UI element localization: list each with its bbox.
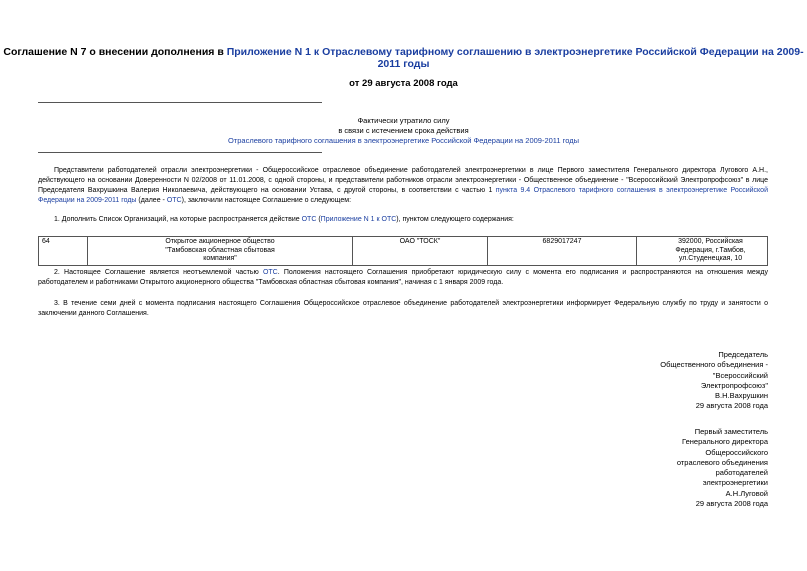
- para1-text2: (далее -: [136, 197, 167, 204]
- addr-line-1: 392000, Российская: [678, 238, 743, 245]
- org-line-2: "Тамбовская областная сбытовая: [165, 246, 275, 254]
- status-line-1: Фактически утратило силу: [357, 116, 450, 125]
- sig1-line: "Всероссийский: [712, 370, 768, 380]
- sig2-line: работодателей: [715, 468, 768, 478]
- paragraph-parties: [38, 166, 768, 206]
- title-prefix: Соглашение N 7 о внесении дополнения в: [3, 46, 227, 58]
- para1-link-ots[interactable]: ОТС: [166, 197, 182, 204]
- sig1-line: Общественного объединения -: [660, 360, 768, 370]
- org-line-3: компания": [203, 255, 237, 262]
- sig1-line: 29 августа 2008 года: [695, 401, 768, 411]
- para2-link-appendix[interactable]: Приложение N 1 к ОТС: [320, 216, 397, 223]
- para1-link-clause[interactable]: пункта 9.4 Отраслевого тарифного соглашения в электроэнергетике Российской Федерации на 2009-2011 годы: [38, 187, 768, 204]
- divider-top: [38, 102, 322, 103]
- cell-number: 64: [39, 237, 88, 266]
- addr-line-3: ул.Студенецкая, 10: [678, 255, 743, 262]
- sig1-line: Председатель: [718, 350, 768, 359]
- org-line-1: Открытое акционерное общество: [165, 238, 275, 245]
- cell-short-name: ОАО "ТОСК": [353, 237, 488, 266]
- sig2-line: А.Н.Луговой: [725, 488, 768, 498]
- cell-inn: 6829017247: [488, 237, 637, 266]
- para3-text1: 2. Настоящее Соглашение является неотъемлемой частью: [54, 269, 263, 276]
- document-title: [0, 46, 807, 70]
- para2-text3: ), пунктом следующего содержания:: [396, 216, 514, 223]
- para1-text3: ), заключили настоящее Соглашение о следующем:: [181, 197, 352, 204]
- status-line-3: [0, 136, 807, 145]
- sig2-line: Первый заместитель: [694, 427, 768, 436]
- sig2-line: 29 августа 2008 года: [695, 499, 768, 509]
- sig2-line: Общероссийского: [705, 447, 768, 457]
- divider-bottom: [38, 152, 322, 153]
- organizations-table: [38, 236, 768, 266]
- signature-block-1: [660, 350, 768, 412]
- sig1-line: В.Н.Вахрушкин: [715, 391, 768, 401]
- status-line-2: в связи с истечением срока действия: [338, 126, 469, 135]
- cell-address: [637, 237, 768, 266]
- para3-text2: . Положения настоящего Соглашения приобретают юридическую силу с момента его подписания и распространяются на отношения между работодателем и работниками Открытого акционерного общества "Тамбовская областная сбытовая компания", начиная с 1 января 2009 года.: [38, 269, 768, 286]
- sig2-line: отраслевого объединения: [676, 457, 768, 467]
- paragraph-item-3: 3. В течение семи дней с момента подписания настоящего Соглашения Общероссийское отраслевое объединение работодателей электроэнергетики информирует Федеральную службу по труду и занятости о заключении данного Соглашения.: [38, 300, 768, 317]
- status-link[interactable]: Отраслевого тарифного соглашения в электроэнергетике Российской Федерации на 2009-2011 годы: [227, 136, 580, 145]
- signature-block-2: [677, 427, 768, 509]
- para2-text2: (: [316, 216, 321, 223]
- sig2-line: Генерального директора: [682, 437, 768, 447]
- paragraph-item-2: [38, 268, 768, 288]
- para2-text1: 1. Дополнить Список Организаций, на которые распространяется действие: [54, 216, 302, 223]
- table-row: [39, 237, 768, 266]
- sig1-line: Электропрофсоюз": [700, 380, 768, 390]
- title-link[interactable]: Приложение N 1 к Отраслевому тарифному соглашению в электроэнергетике Российской Федерации на 2009-2011 годы: [226, 46, 804, 70]
- para2-link-ots[interactable]: ОТС: [301, 216, 317, 223]
- sig2-line: электроэнергетики: [702, 478, 768, 488]
- para1-text1: Представители работодателей отрасли электроэнергетики - Общероссийское отраслевое объединение работодателей электроэнергетики в лице Первого заместителя Генерального директора Лугового А.Н., действующего на основании Доверенности N 02/2008 от 11.01.2008, с одной стороны, и представители работников отрасли электроэнергетики - Общественное объединение - "Всероссийский Электропрофсоюз" в лице Председателя Вахрушкина Валерия Николаевича, действующего на основании Устава, с другой стороны, в соответствии с частью 1: [38, 167, 768, 194]
- cell-organization: [88, 237, 353, 266]
- document-date: от 29 августа 2008 года: [349, 78, 458, 89]
- para3-link-ots[interactable]: ОТС: [262, 269, 278, 276]
- addr-line-2: Федерация, г.Тамбов,: [675, 246, 746, 254]
- paragraph-item-1: [38, 215, 768, 225]
